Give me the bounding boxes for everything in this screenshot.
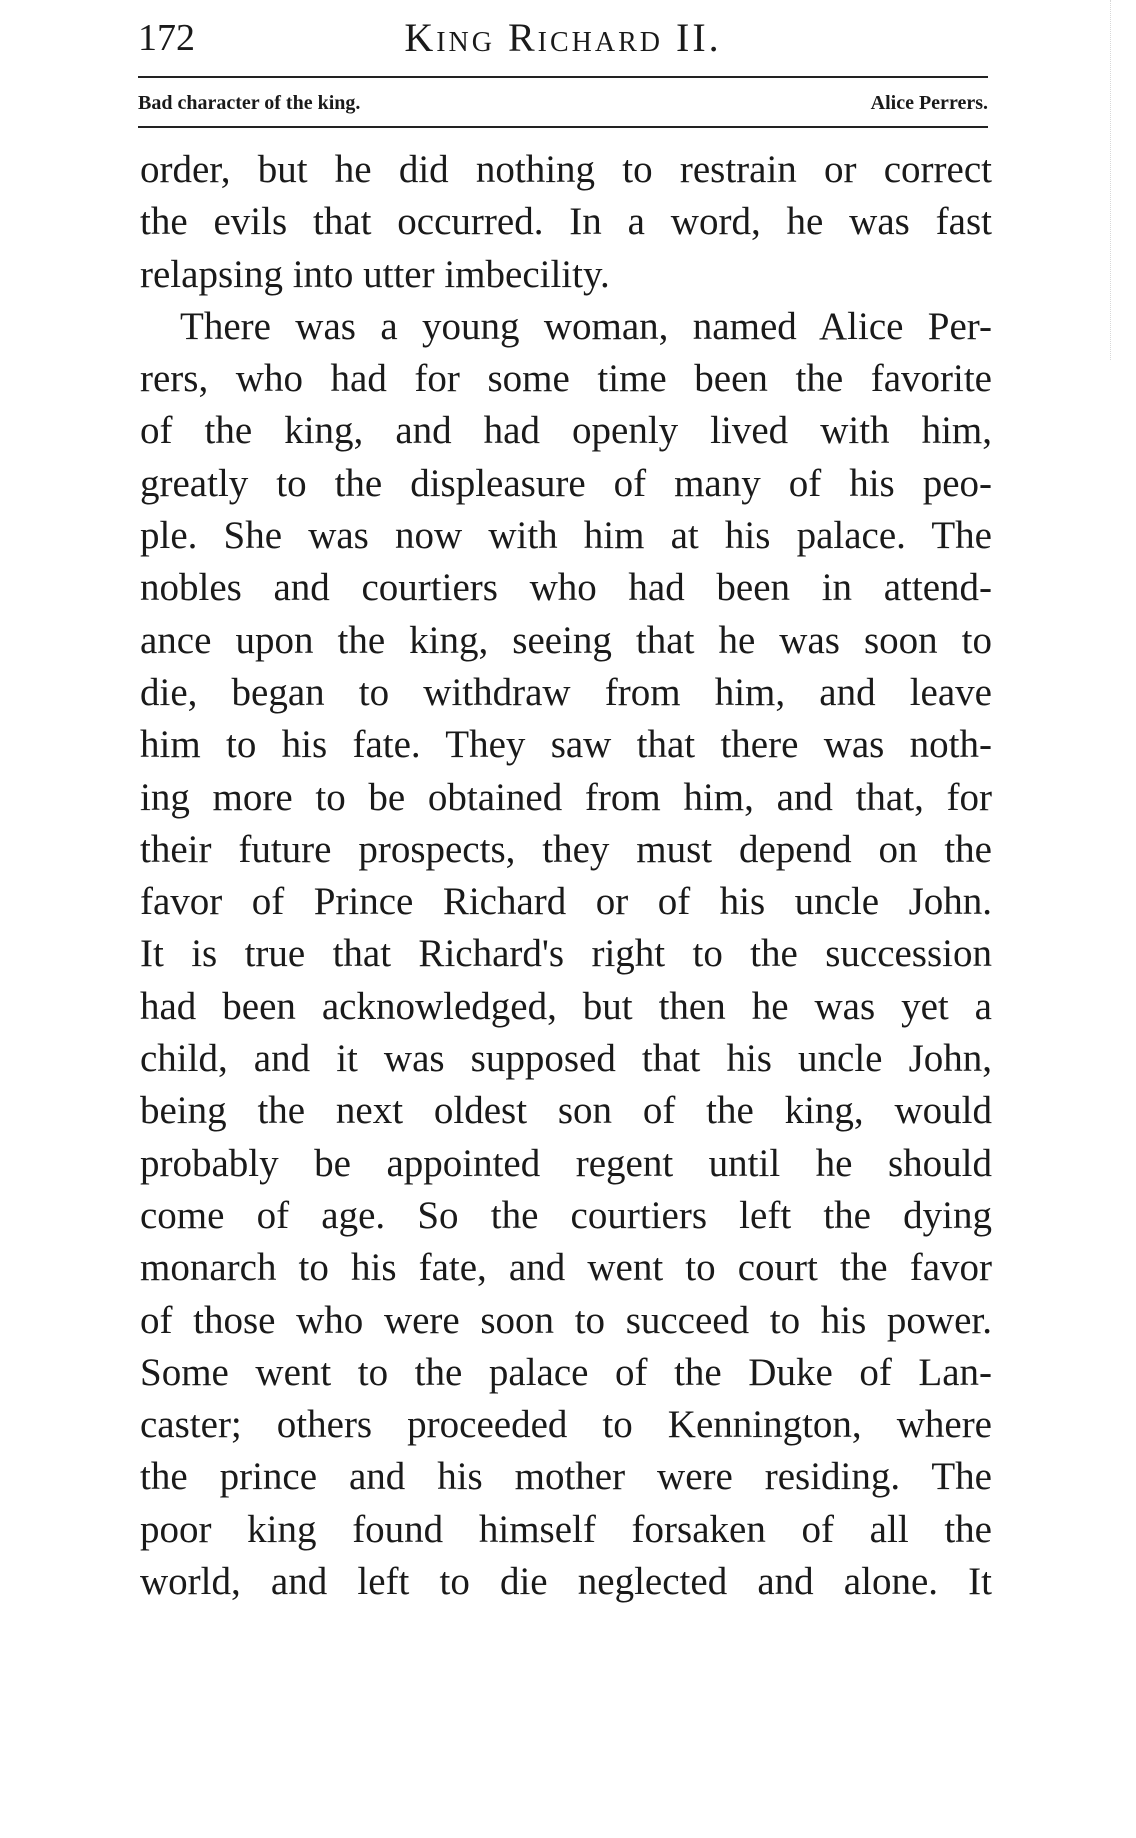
text-line: die, began to withdraw from him, and leave	[140, 670, 992, 714]
text-line: order, but he did nothing to restrain or correct	[140, 148, 992, 191]
text-line: the evils that occurred. In a word, he was fast	[140, 200, 992, 244]
text-line: rers, who had for some time been the favorite	[140, 357, 992, 401]
text-line: relapsing into utter imbecility.	[140, 252, 610, 296]
sidenote-bar	[138, 84, 988, 122]
text-line: him to his fate. They saw that there was noth-	[140, 723, 992, 767]
text-line: monarch to his fate, and went to court the favor	[140, 1246, 992, 1290]
text-line: ing more to be obtained from him, and that, for	[140, 775, 992, 819]
text-line: child, and it was supposed that his uncle John,	[140, 1037, 992, 1081]
text-line: had been acknowledged, but then he was yet a	[140, 984, 992, 1028]
text-line: come of age. So the courtiers left the dying	[140, 1193, 992, 1237]
sidenote-right: Alice Perrers.	[870, 92, 988, 114]
text-line: their future prospects, they must depend on the	[140, 827, 992, 871]
book-title: King Richard II.	[404, 15, 722, 60]
running-head	[138, 8, 988, 68]
text-line: being the next oldest son of the king, would	[140, 1089, 992, 1133]
page-number: 172	[138, 17, 195, 59]
text-line: Some went to the palace of the Duke of Lan-	[140, 1350, 992, 1394]
text-line: nobles and courtiers who had been in attend-	[140, 566, 992, 610]
text-line: greatly to the displeasure of many of his peo-	[140, 461, 992, 505]
text-line: ance upon the king, seeing that he was soon to	[140, 618, 992, 662]
text-line: of those who were soon to succeed to his power.	[140, 1298, 992, 1342]
text-line: of the king, and had openly lived with him,	[140, 409, 992, 453]
text-line: probably be appointed regent until he should	[140, 1141, 992, 1185]
header-rule-top	[138, 76, 988, 78]
text-line: There was a young woman, named Alice Per-	[180, 304, 992, 348]
text-line: It is true that Richard's right to the succession	[140, 932, 992, 976]
text-line: favor of Prince Richard or of his uncle John.	[140, 880, 992, 924]
header-rule-bottom	[138, 126, 988, 128]
text-line: the prince and his mother were residing. The	[140, 1455, 992, 1499]
text-line: poor king found himself forsaken of all the	[140, 1507, 992, 1551]
scan-edge-specks	[1110, 0, 1121, 360]
sidenote-left: Bad character of the king.	[138, 92, 361, 114]
text-line: ple. She was now with him at his palace. The	[140, 514, 992, 558]
body-text	[140, 144, 992, 1608]
text-line: caster; others proceeded to Kennington, where	[140, 1403, 992, 1447]
text-line: world, and left to die neglected and alone. It	[140, 1560, 992, 1604]
